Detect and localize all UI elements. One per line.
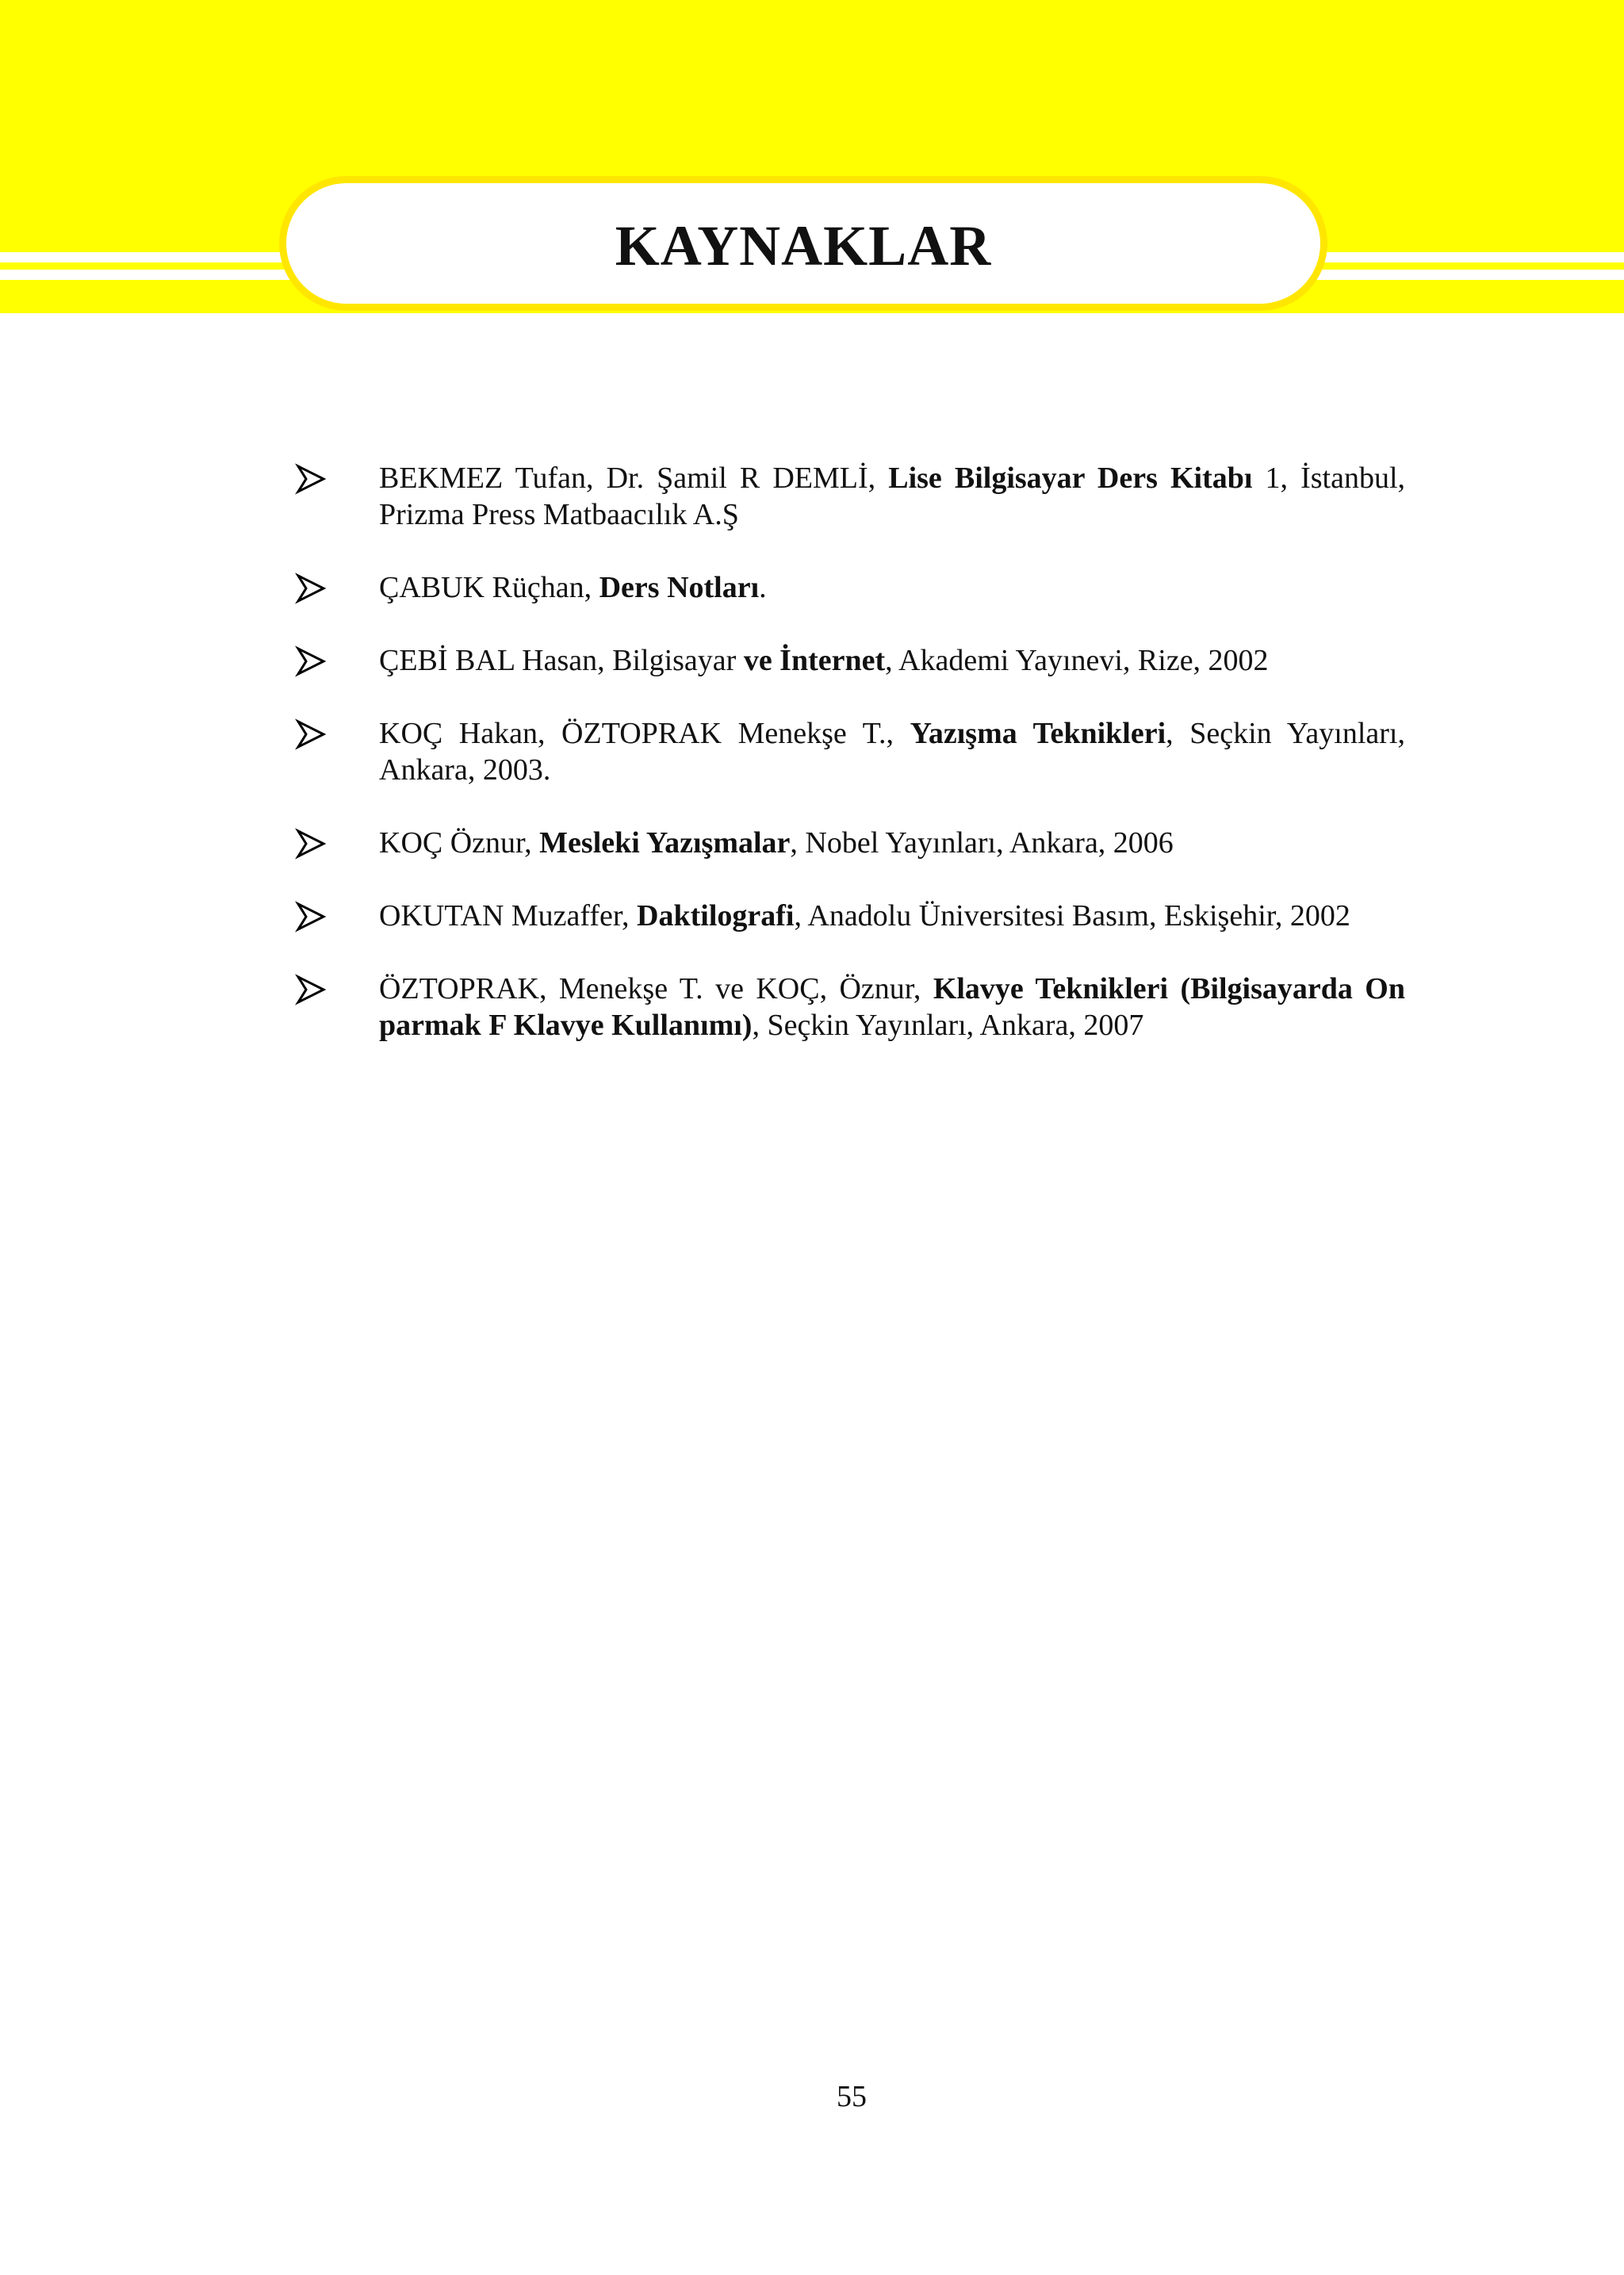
page-number: 55 [837, 2080, 867, 2113]
reference-text: 1, İstanbul, Prizma Press Matbaacılık A.Ş [379, 462, 1405, 531]
reference-title: Mesleki Yazışmalar [539, 826, 791, 860]
reference-list [295, 460, 1405, 1080]
reference-item [295, 569, 1405, 606]
arrowhead-bullet-icon [295, 573, 327, 604]
reference-text: , Seçkin Yayınları, Ankara, 2003. [379, 717, 1405, 787]
arrowhead-bullet-icon [295, 463, 327, 495]
reference-text: . [759, 571, 767, 604]
reference-text: ÇABUK Rüçhan, [379, 571, 599, 604]
reference-title: ve İnternet [743, 644, 886, 677]
reference-title: Lise Bilgisayar Ders Kitabı [888, 462, 1253, 495]
reference-title: Daktilografi [637, 899, 795, 933]
reference-text: BEKMEZ Tufan, Dr. Şamil R DEMLİ, [379, 462, 889, 495]
reference-text: OKUTAN Muzaffer, [379, 899, 638, 933]
reference-item [295, 898, 1405, 934]
reference-item [295, 642, 1405, 679]
arrowhead-bullet-icon [295, 828, 327, 860]
reference-title: Ders Notları [599, 571, 760, 604]
arrowhead-bullet-icon [295, 974, 327, 1005]
reference-text: , Anadolu Üniversitesi Basım, Eskişehir, 2002 [794, 899, 1350, 933]
reference-text: ÖZTOPRAK, Menekşe T. ve KOÇ, Öznur, [379, 972, 933, 1005]
arrowhead-bullet-icon [295, 645, 327, 677]
reference-text: , Seçkin Yayınları, Ankara, 2007 [752, 1009, 1144, 1042]
reference-title: Yazışma Teknikleri [910, 717, 1166, 750]
reference-text: KOÇ Hakan, ÖZTOPRAK Menekşe T., [379, 717, 910, 750]
reference-text: KOÇ Öznur, [379, 826, 540, 860]
page-title: KAYNAKLAR [615, 213, 992, 278]
reference-text: , Nobel Yayınları, Ankara, 2006 [790, 826, 1174, 860]
reference-item [295, 825, 1405, 861]
reference-text: ÇEBİ BAL Hasan, Bilgisayar [379, 644, 744, 677]
reference-item [295, 715, 1405, 788]
arrowhead-bullet-icon [295, 901, 327, 933]
reference-item [295, 460, 1405, 533]
arrowhead-bullet-icon [295, 718, 327, 750]
reference-item [295, 971, 1405, 1044]
title-box [279, 176, 1327, 311]
reference-text: , Akademi Yayınevi, Rize, 2002 [885, 644, 1269, 677]
reference-title: Klavye Teknikleri (Bilgisayarda On parmak F Klavye Kullanımı) [379, 972, 1405, 1042]
